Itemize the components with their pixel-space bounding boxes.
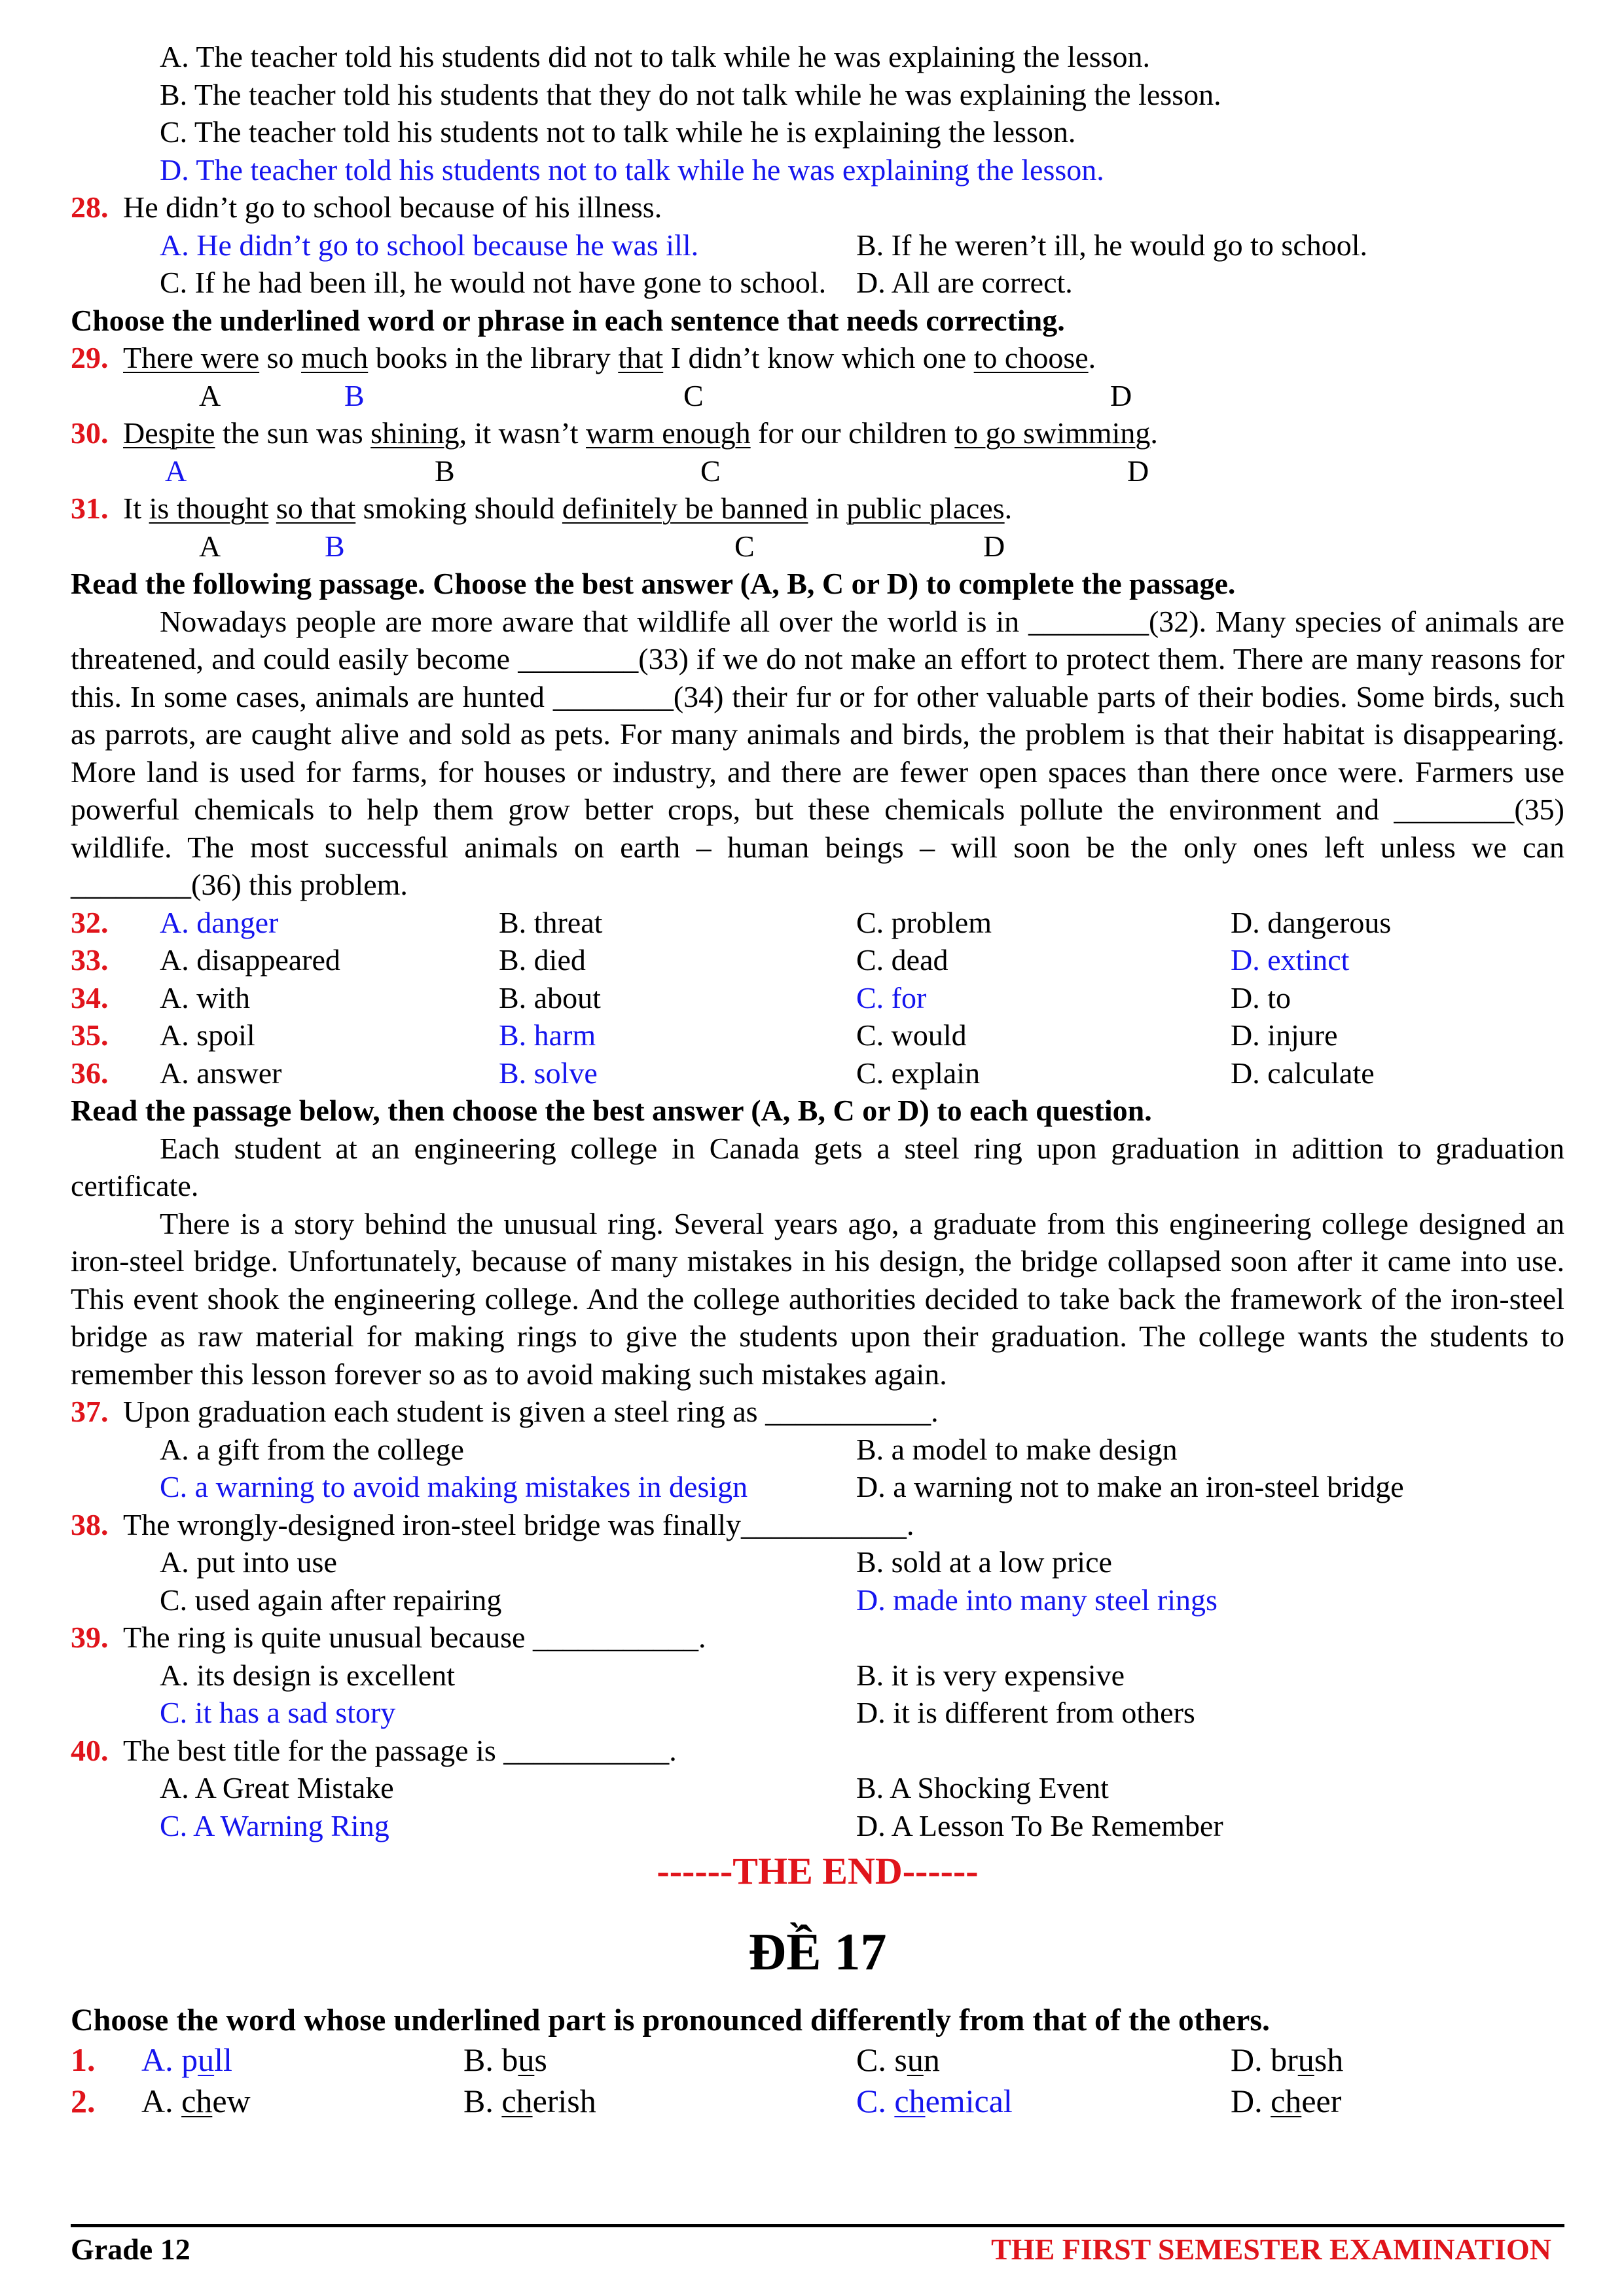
pron-q2-option-b — [463, 2081, 596, 2122]
q32-option-b: B. threat — [499, 905, 603, 939]
q33-options — [71, 941, 1564, 979]
passage-2-paragraph-2: There is a story behind the unusual ring. Several years ago, a graduate from this engineering college designed an iron-steel bridge. Unfortunately, because of many mistakes in his design, the bridge collapsed soon after it came into use. This event shook the engineering college. And the college authorities decided to take back the framework of the iron-steel bridge as raw material for making rings to give the students upon their graduation. The college wants the students to remember this lesson forever so as to avoid making such mistakes again. — [71, 1206, 1564, 1391]
q31-text: in — [808, 492, 847, 525]
q29-letter-c: C — [683, 378, 704, 412]
q31-letters — [71, 528, 1564, 565]
passage-1 — [71, 603, 1564, 904]
q29-part-c: that — [618, 341, 664, 374]
pron-q2 — [71, 2081, 1564, 2122]
q29-letter-a: A — [199, 378, 221, 412]
pron-q2-option-d — [1231, 2081, 1341, 2122]
q27-option-d-answer: D. The teacher told his students not to talk while he was explaining the lesson. — [160, 152, 1104, 187]
q34-number: 34. — [71, 980, 109, 1014]
q38-option-c: C. used again after repairing — [160, 1583, 502, 1617]
q32-options — [71, 904, 1564, 942]
underlined-part: u — [1297, 2041, 1314, 2078]
q30-letter-a-answer: A — [165, 454, 187, 488]
q29-text: books in the library — [368, 341, 619, 374]
footer-grade: Grade 12 — [71, 2233, 190, 2266]
q39-option-d: D. it is different from others — [856, 1696, 1195, 1729]
q28-stem-line — [71, 188, 1564, 226]
q31-sentence — [71, 490, 1564, 528]
q36-option-b-answer: B. solve — [499, 1056, 598, 1090]
underlined-part: ch — [501, 2082, 533, 2119]
q30-part-c: warm enough — [586, 416, 751, 450]
q37-option-d: D. a warning not to make an iron-steel bridge — [856, 1470, 1404, 1503]
q30-part-a: Despite — [123, 416, 215, 450]
q27-option-b: B. The teacher told his students that they do not talk while he was explaining the lesson. — [160, 77, 1221, 111]
option-text: C. — [856, 2082, 895, 2119]
underlined-part: u — [198, 2041, 215, 2078]
q37-stem: Upon graduation each student is given a steel ring as ___________. — [123, 1395, 939, 1428]
q40-options-cd — [71, 1807, 1564, 1845]
q31-part-d: public places — [846, 492, 1005, 525]
q33-option-a: A. disappeared — [160, 943, 340, 977]
q34-options — [71, 979, 1564, 1017]
q30-letter-d: D — [1127, 454, 1149, 488]
q28-options-ab — [71, 226, 1564, 264]
pron-q1-option-a-answer — [141, 2039, 232, 2081]
pron-q2-option-c-answer — [856, 2081, 1013, 2122]
q32-number: 32. — [71, 905, 109, 939]
option-text: sh — [1314, 2041, 1344, 2078]
q40-option-d: D. A Lesson To Be Remember — [856, 1808, 1223, 1842]
q30-letters — [71, 452, 1564, 490]
q30-letter-b: B — [435, 454, 455, 488]
q30-text: . — [1150, 416, 1158, 450]
pron-q1-number: 1. — [71, 2041, 96, 2078]
q28-number: 28. — [71, 190, 109, 224]
section-heading-correcting: Choose the underlined word or phrase in each sentence that needs correcting. — [71, 303, 1065, 337]
option-text: n — [923, 2041, 940, 2078]
q38-options-cd — [71, 1581, 1564, 1619]
q33-option-b: B. died — [499, 943, 586, 977]
option-text: ew — [212, 2082, 251, 2119]
q36-number: 36. — [71, 1056, 109, 1090]
underlined-part: u — [518, 2041, 535, 2078]
q39-number: 39. — [71, 1621, 109, 1654]
q29-letter-d: D — [1110, 378, 1132, 412]
q28-option-c: C. If he had been ill, he would not have gone to school. — [160, 266, 827, 299]
q36-option-d: D. calculate — [1231, 1056, 1375, 1090]
q29-sentence — [71, 339, 1564, 377]
exam-page — [71, 38, 1564, 2122]
q34-option-b: B. about — [499, 980, 601, 1014]
section-heading-pronunciation: Choose the word whose underlined part is pronounced differently from that of the others. — [71, 2003, 1270, 2037]
q37-options-cd — [71, 1468, 1564, 1506]
q39-stem: The ring is quite unusual because ___________. — [123, 1621, 706, 1654]
q30-number: 30. — [71, 416, 109, 450]
q35-number: 35. — [71, 1018, 109, 1052]
q36-options — [71, 1054, 1564, 1092]
q33-option-c: C. dead — [856, 943, 948, 977]
q28-option-d: D. All are correct. — [856, 266, 1073, 299]
q33-number: 33. — [71, 943, 109, 977]
q30-sentence — [71, 414, 1564, 452]
option-text: D. — [1231, 2082, 1271, 2119]
q37-stem-line — [71, 1393, 1564, 1431]
q36-option-c: C. explain — [856, 1056, 981, 1090]
q40-option-b: B. A Shocking Event — [856, 1771, 1109, 1804]
q27-option-a: A. The teacher told his students did not to talk while he was explaining the lesson. — [160, 40, 1151, 73]
underlined-part: ch — [894, 2082, 926, 2119]
q31-part-b: so that — [276, 492, 356, 525]
q31-text: It — [123, 492, 149, 525]
q40-option-a: A. A Great Mistake — [160, 1771, 394, 1804]
q39-options-cd — [71, 1694, 1564, 1732]
q39-option-b: B. it is very expensive — [856, 1658, 1125, 1692]
pron-q1-option-d — [1231, 2039, 1343, 2081]
q33-option-d-answer: D. extinct — [1231, 943, 1350, 977]
footer-exam-title: THE FIRST SEMESTER EXAMINATION — [991, 2233, 1551, 2266]
q37-option-b: B. a model to make design — [856, 1432, 1178, 1466]
q35-options — [71, 1016, 1564, 1054]
q40-options-ab — [71, 1769, 1564, 1807]
q31-letter-c: C — [734, 529, 755, 563]
option-text: emical — [925, 2082, 1013, 2119]
q28-options-cd — [71, 264, 1564, 302]
q30-letter-c: C — [700, 454, 721, 488]
q37-option-c-answer: C. a warning to avoid making mistakes in design — [160, 1470, 748, 1503]
q30-text: the sun was — [215, 416, 371, 450]
q29-part-b: much — [301, 341, 369, 374]
q29-text: so — [259, 341, 302, 374]
q30-text: for our children — [750, 416, 955, 450]
q38-options-ab — [71, 1543, 1564, 1581]
q35-option-c: C. would — [856, 1018, 967, 1052]
q31-text: smoking should — [355, 492, 562, 525]
q40-stem-line — [71, 1732, 1564, 1770]
pron-q1-option-c — [856, 2039, 940, 2081]
q34-option-c-answer: C. for — [856, 980, 927, 1014]
q35-option-b-answer: B. harm — [499, 1018, 596, 1052]
q29-letters — [71, 377, 1564, 415]
q31-letter-b-answer: B — [325, 529, 345, 563]
q37-number: 37. — [71, 1395, 109, 1428]
q29-text: . — [1088, 341, 1096, 374]
q36-option-a: A. answer — [160, 1056, 282, 1090]
pron-q2-option-a — [141, 2081, 251, 2122]
q40-option-c-answer: C. A Warning Ring — [160, 1808, 389, 1842]
q31-number: 31. — [71, 492, 109, 525]
passage-1-text: Nowadays people are more aware that wildlife all over the world is in ________(32). Many species of animals are threatened, and could easily become ________(33) if we do not make an effort to protect them. There are many reasons for this. In some cases, animals are hunted ________(34) their fur or for other valuable parts of their bodies. Some birds, such as parrots, are caught alive and sold as pets. For many animals and birds, the problem is that their habitat is disappearing. More land is used for farms, for houses or industry, and there are fewer open spaces than there once were. Farmers use powerful chemicals to help them grow better crops, but these chemicals pollute the environment and ________(35) wildlife. The most successful animals on earth – human beings – will soon be the only ones left unless we can ________(36) this problem. — [71, 604, 1564, 901]
exam-title: ĐỀ 17 — [748, 1924, 887, 1981]
q31-text: . — [1004, 492, 1013, 525]
option-text: C. s — [856, 2041, 907, 2078]
q35-option-a: A. spoil — [160, 1018, 255, 1052]
q29-part-d: to choose — [973, 341, 1089, 374]
q37-options-ab — [71, 1431, 1564, 1469]
q29-text: I didn’t know which one — [663, 341, 974, 374]
section-heading-passage-2: Read the passage below, then choose the best answer (A, B, C or D) to each question. — [71, 1094, 1152, 1127]
section-heading-passage-1: Read the following passage. Choose the best answer (A, B, C or D) to complete the passage. — [71, 567, 1236, 600]
q34-option-a: A. with — [160, 980, 250, 1014]
q38-stem-line — [71, 1506, 1564, 1544]
q38-stem: The wrongly-designed iron-steel bridge was finally___________. — [123, 1507, 914, 1541]
q39-options-ab — [71, 1657, 1564, 1695]
q30-part-b: shining — [370, 416, 460, 450]
underlined-part: ch — [181, 2082, 213, 2119]
q28-stem: He didn’t go to school because of his illness. — [123, 190, 662, 224]
q28-option-b: B. If he weren’t ill, he would go to school. — [856, 228, 1368, 262]
q31-letter-a: A — [199, 529, 221, 563]
option-text: B. — [463, 2082, 502, 2119]
pron-q2-number: 2. — [71, 2082, 96, 2119]
option-text: eer — [1301, 2082, 1342, 2119]
q29-part-a: There were — [123, 341, 260, 374]
q38-option-b: B. sold at a low price — [856, 1545, 1112, 1579]
underlined-part: u — [907, 2041, 924, 2078]
q38-option-d-answer: D. made into many steel rings — [856, 1583, 1218, 1617]
q38-option-a: A. put into use — [160, 1545, 337, 1579]
underlined-part: ch — [1271, 2082, 1302, 2119]
option-text: ll — [214, 2041, 232, 2078]
q34-option-d: D. to — [1231, 980, 1291, 1014]
q38-number: 38. — [71, 1507, 109, 1541]
q29-letter-b-answer: B — [344, 378, 365, 412]
passage-2 — [71, 1130, 1564, 1393]
pron-q1 — [71, 2039, 1564, 2081]
q40-stem: The best title for the passage is ___________. — [123, 1733, 677, 1767]
pron-q1-option-b — [463, 2039, 547, 2081]
q35-option-d: D. injure — [1231, 1018, 1338, 1052]
option-text: A. — [141, 2082, 182, 2119]
q30-part-d: to go swimming — [954, 416, 1151, 450]
q31-part-c: definitely be banned — [562, 492, 808, 525]
q32-option-a-answer: A. danger — [160, 905, 279, 939]
q28-option-a-answer: A. He didn’t go to school because he was ill. — [160, 228, 699, 262]
q31-letter-d: D — [983, 529, 1005, 563]
q30-text: , it wasn’t — [459, 416, 586, 450]
option-text: s — [534, 2041, 547, 2078]
passage-2-paragraph-1: Each student at an engineering college in Canada gets a steel ring upon graduation in adittion to graduation certificate. — [71, 1131, 1564, 1202]
the-end-banner: ------THE END------ — [657, 1850, 979, 1892]
option-text: erish — [532, 2082, 596, 2119]
option-text: A. p — [141, 2041, 198, 2078]
q39-stem-line — [71, 1619, 1564, 1657]
option-text: B. b — [463, 2041, 518, 2078]
q39-option-c-answer: C. it has a sad story — [160, 1696, 396, 1729]
q31-text — [268, 492, 276, 525]
option-text: D. br — [1231, 2041, 1298, 2078]
q29-number: 29. — [71, 341, 109, 374]
q31-part-a: is thought — [149, 492, 269, 525]
q32-option-c: C. problem — [856, 905, 992, 939]
q40-number: 40. — [71, 1733, 109, 1767]
q32-option-d: D. dangerous — [1231, 905, 1392, 939]
q39-option-a: A. its design is excellent — [160, 1658, 455, 1692]
q27-option-c: C. The teacher told his students not to talk while he is explaining the lesson. — [160, 115, 1076, 149]
page-footer — [71, 2232, 1564, 2271]
q37-option-a: A. a gift from the college — [160, 1432, 464, 1466]
footer-divider — [71, 2224, 1564, 2227]
